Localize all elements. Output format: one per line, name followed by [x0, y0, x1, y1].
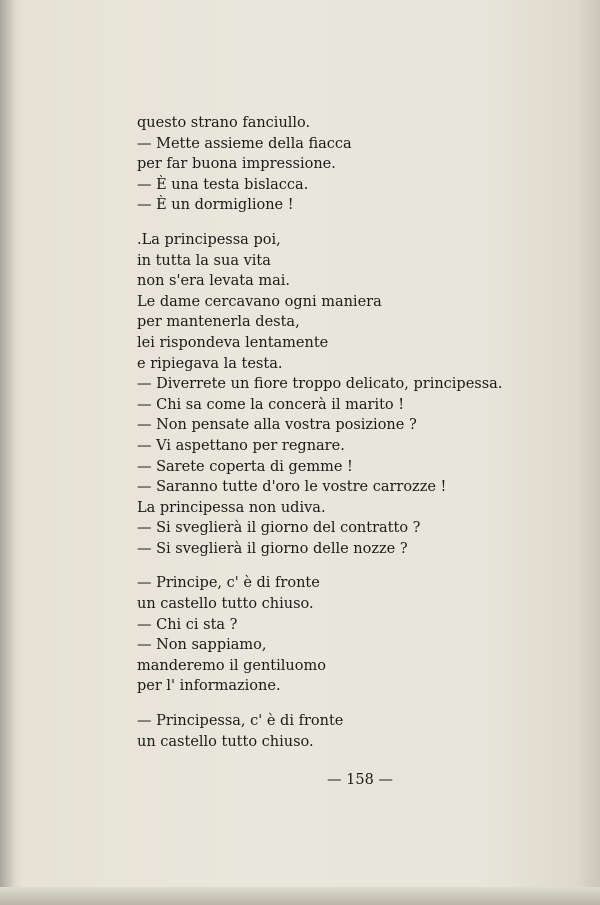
stanza-2: [137, 230, 577, 560]
verse-line: e ripiegava la testa.: [137, 355, 283, 372]
verse-line: — Sarete coperta di gemme !: [137, 458, 353, 475]
verse-line: — Principessa, c' è di fronte: [137, 713, 344, 730]
poem-text: [137, 113, 577, 766]
verse-line: — Mette assieme della fiacca: [137, 135, 352, 152]
stanza-1: [137, 113, 577, 216]
verse-line: per far buona impressione.: [137, 156, 336, 173]
verse-line: in tutta la sua vita: [137, 252, 271, 269]
verse-line: per mantenerla desta,: [137, 314, 300, 331]
verse-line: un castello tutto chiuso.: [137, 733, 314, 750]
verse-line: — Principe, c' è di fronte: [137, 575, 320, 592]
verse-line: — È un dormiglione !: [137, 197, 294, 214]
page-bottom-edge: [0, 887, 600, 905]
verse-line: questo strano fanciullo.: [137, 115, 311, 131]
verse-line: — Saranno tutte d'oro le vostre carrozze !: [137, 479, 447, 496]
stanza-4: [137, 711, 577, 752]
verse-line: — Vi aspettano per regnare.: [137, 437, 345, 454]
page-gutter-shadow: [0, 0, 14, 905]
verse-line: manderemo il gentiluomo: [137, 657, 326, 674]
verse-line: — Non sappiamo,: [137, 637, 267, 654]
verse-line: .La principessa poi,: [137, 231, 281, 248]
page-number: — 158 —: [327, 772, 393, 788]
verse-line: — Chi sa come la concerà il marito !: [137, 396, 405, 413]
verse-line: un castello tutto chiuso.: [137, 596, 314, 613]
verse-line: Le dame cercavano ogni maniera: [137, 293, 382, 310]
verse-line: — Si sveglierà il giorno delle nozze ?: [137, 540, 408, 557]
verse-line: — Diverrete un fiore troppo delicato, principessa.: [137, 376, 503, 393]
verse-line: — È una testa bislacca.: [137, 176, 309, 193]
verse-line: — Chi ci sta ?: [137, 616, 238, 633]
verse-line: — Non pensate alla vostra posizione ?: [137, 417, 417, 434]
verse-line: lei rispondeva lentamente: [137, 334, 329, 351]
verse-line: non s'era levata mai.: [137, 273, 290, 290]
verse-line: La principessa non udiva.: [137, 499, 326, 516]
stanza-3: [137, 573, 577, 697]
verse-line: per l' informazione.: [137, 678, 281, 695]
verse-line: — Si sveglierà il giorno del contratto ?: [137, 520, 421, 537]
